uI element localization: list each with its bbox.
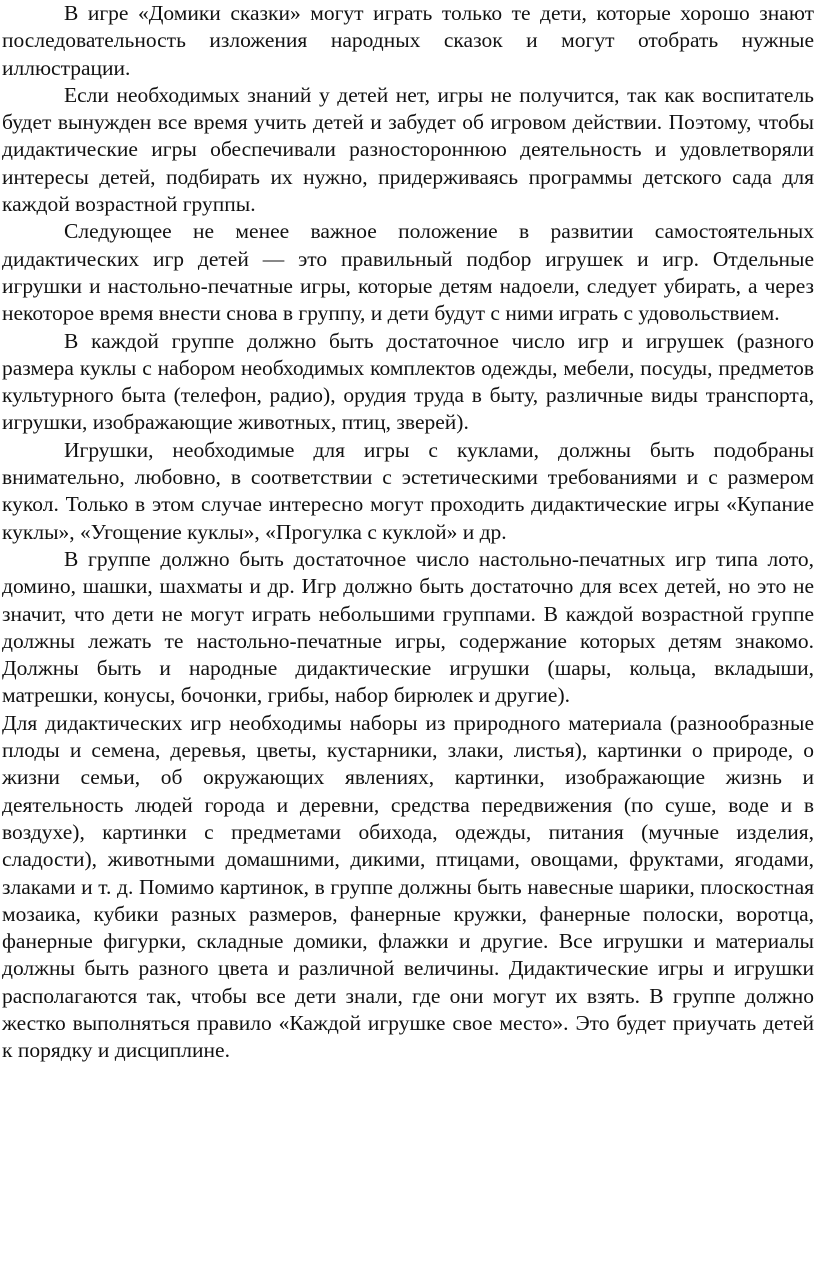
paragraph-2: Если необходимых знаний у детей нет, игры не получится, так как воспитатель будет вынужден все время учить детей и забудет об игровом действии. Поэтому, чтобы дидактические игры обеспечивали разностороннюю деятельность и удовлетворяли интересы детей, подбирать их нужно, придерживаясь программы детского сада для каждой возрастной группы. bbox=[2, 82, 814, 217]
paragraph-6: В группе должно быть достаточное число настольно-печатных игр типа лото, домино, шашки, шахматы и др. Игр должно быть достаточно для всех детей, но это не значит, что дети не могут играть небольшими группами. В каждой возрастной группе должны лежать те настольно-печатные игры, содержание которых детям знакомо. Должны быть и народные дидактические игрушки (шары, кольца, вкладыши, матрешки, конусы, бочонки, грибы, набор бирюлек и другие). bbox=[2, 546, 814, 708]
paragraph-5: Игрушки, необходимые для игры с куклами, должны быть подобраны внимательно, любовно, в соответствии с эстетическими требованиями и с размером кукол. Только в этом случае интересно могут проходить дидактические игры «Купание куклы», «Угощение куклы», «Прогулка с куклой» и др. bbox=[2, 437, 814, 544]
paragraph-3: Следующее не менее важное положение в развитии самостоятельных дидактических игр детей — это правильный подбор игрушек и игр. Отдельные игрушки и настольно-печатные игры, которые детям надоели, следует убирать, а через некоторое время внести снова в группу, и дети будут с ними играть с удовольствием. bbox=[2, 219, 814, 326]
paragraph-1: В игре «Домики сказки» могут играть только те дети, которые хорошо знают последовательность изложения народных сказок и могут отобрать нужные иллюстрации. bbox=[2, 1, 814, 80]
paragraph-7: Для дидактических игр необходимы наборы из природного материала (разнообразные плоды и семена, деревья, цветы, кустарники, злаки, листья), картинки о природе, о жизни семьи, об окружающих явлениях, картинки, изображающие жизнь и деятельность людей города и деревни, средства передвижения (по суше, воде и в воздухе), картинки с предметами обихода, одежды, питания (мучные изделия, сладости), животными домашними, дикими, птицами, овощами, фруктами, ягодами, злаками и т. д. Помимо картинок, в группе должны быть навесные шарики, плоскостная мозаика, кубики разных размеров, фанерные кружки, фанерные полоски, воротца, фанерные фигурки, складные домики, флажки и другие. Все игрушки и материалы должны быть разного цвета и различной величины. Дидактические игры и игрушки располагаются так, чтобы все дети знали, где они могут их взять. В группе должно жестко выполняться правило «Каждой игрушке свое место». Это будет приучать детей к порядку и дисциплине. bbox=[2, 710, 814, 1063]
paragraph-4: В каждой группе должно быть достаточное число игр и игрушек (разного размера куклы с набором необходимых комплектов одежды, мебели, посуды, предметов культурного быта (телефон, радио), орудия труда в быту, различные виды транспорта, игрушки, изображающие животных, птиц, зверей). bbox=[2, 328, 814, 435]
